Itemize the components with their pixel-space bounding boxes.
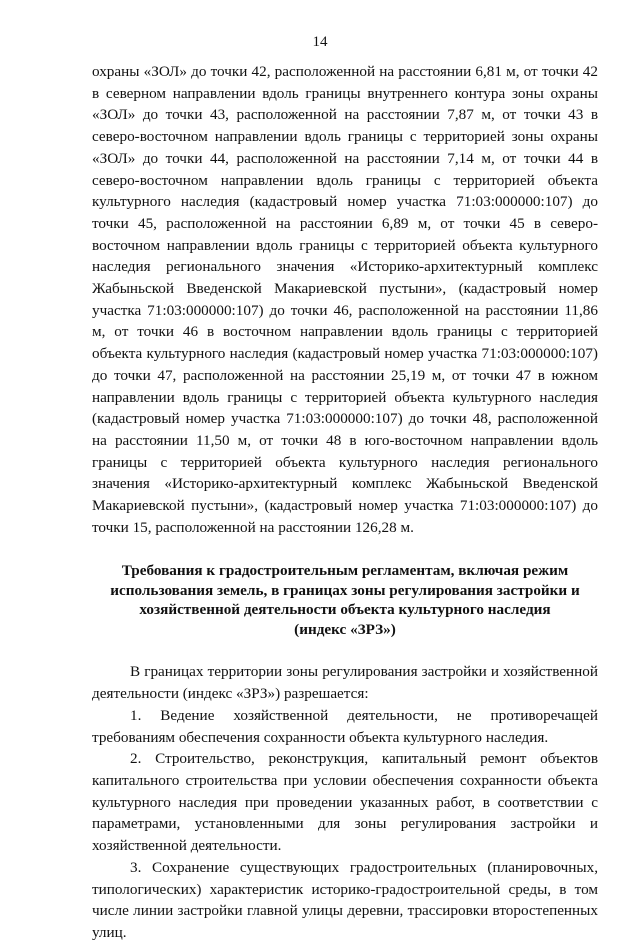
heading-line-3: хозяйственной деятельности объекта культурного наследия [139,601,551,619]
section-heading [92,561,598,639]
intro-paragraph: охраны «ЗОЛ» до точки 42, расположенной на расстоянии 6,81 м, от точки 42 в северном направлении вдоль границы внутреннего контура зоны охраны «ЗОЛ» до точки 43, расположенной на расстоянии 7,87 м, от точки 43 в северо-восточном направлении вдоль границы с территорией зоны охраны «ЗОЛ» до точки 44, расположенной на расстоянии 7,14 м, от точки 44 в северо-восточном направлении вдоль границы с территорией объекта культурного наследия (кадастровый номер участка 71:03:000000:107) до точки 45, расположенной на расстоянии 6,89 м, от точки 45 в северо-восточном направлении вдоль границы с территорией объекта культурного наследия регионального значения «Историко-архитектурный комплекс Жабыньской Введенской Макариевской пустыни», (кадастровый номер участка 71:03:000000:107) до точки 46, расположенной на расстоянии 11,86 м, от точки 46 в восточном направлении вдоль границы с территорией объекта культурного наследия (кадастровый номер участка 71:03:000000:107) до точки 47, расположенной на расстоянии 25,19 м, от точки 47 в южном направлении вдоль границы с территорией объекта культурного наследия (кадастровый номер участка 71:03:000000:107) до точки 48, расположенной на расстоянии 11,50 м, от точки 48 в юго-восточном направлении вдоль границы с территорией объекта культурного наследия регионального значения «Историко-архитектурный комплекс Жабыньской Введенской Макариевской пустыни», (кадастровый номер участка 71:03:000000:107) до точки 15, расположенной на расстоянии 126,28 м. [92,63,598,536]
list-item: 2. Строительство, реконструкция, капитальный ремонт объектов капитального строительства при условии обеспечения сохранности объекта культурного наследия при проведении указанных работ, в соответствии с параметрами, установленными для зоны регулирования застройки и хозяйственной деятельности. [92,750,598,855]
heading-line-1: Требования к градостроительным регламентам, включая режим [121,562,569,580]
list-item: 3. Сохранение существующих градостроительных (планировочных, типологических) характеристик историко-градостроительной среды, в том числе линии застройки главной улицы деревни, трассировки второстепенных улиц. [92,858,598,941]
heading-line-2: использования земель, в границах зоны регулирования застройки и [110,581,580,599]
document-body [92,61,598,944]
lead-paragraph: В границах территории зоны регулирования застройки и хозяйственной деятельности (индекс «ЗРЗ») разрешается: [92,663,598,703]
list-item: 1. Ведение хозяйственной деятельности, не противоречащей требованиям обеспечения сохранности объекта культурного наследия. [92,706,598,746]
heading-line-4: (индекс «ЗРЗ») [294,620,396,638]
page-number: 14 [312,34,328,50]
